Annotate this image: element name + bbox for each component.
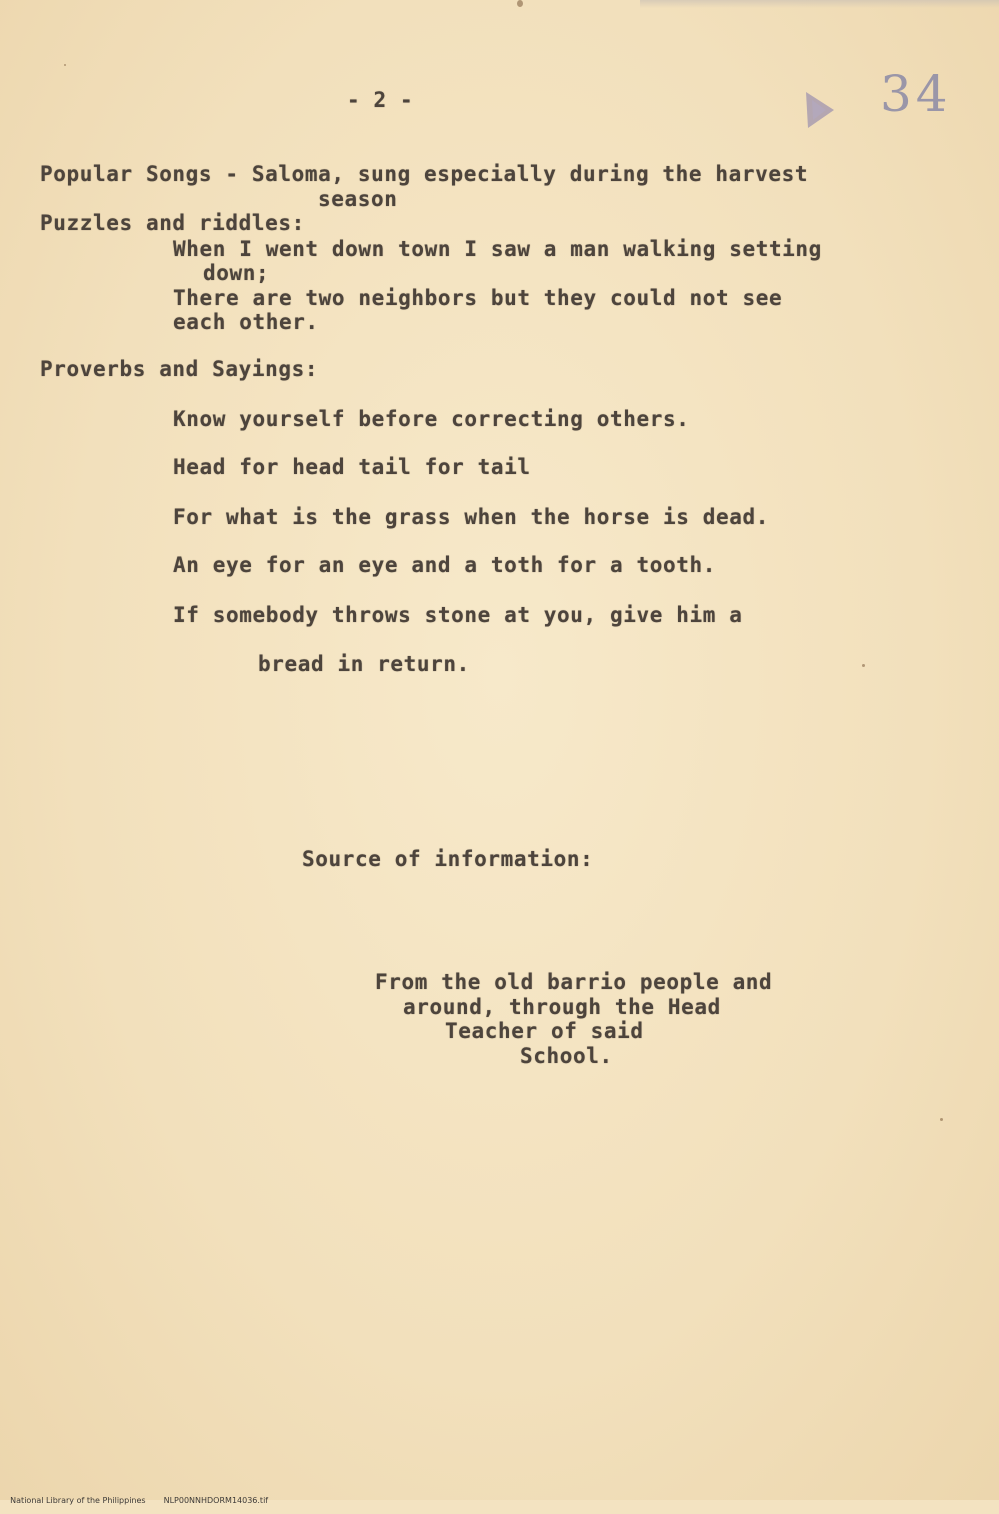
- scan-footer: [0, 1487, 286, 1514]
- ink-speck: [862, 664, 865, 667]
- source-line: Teacher of said: [445, 1019, 644, 1043]
- proverb-item: An eye for an eye and a toth for a tooth.: [173, 553, 716, 577]
- riddle-2-line-1: There are two neighbors but they could not see: [173, 286, 783, 310]
- proverb-continuation: bread in return.: [258, 652, 470, 676]
- ink-speck: [517, 0, 523, 7]
- source-line: around, through the Head: [403, 995, 721, 1019]
- proverbs-heading: Proverbs and Sayings:: [40, 357, 319, 381]
- riddle-2-line-2: each other.: [173, 310, 319, 334]
- top-edge-smudge: [640, 0, 999, 8]
- proverb-item: If somebody throws stone at you, give him a: [173, 603, 743, 627]
- riddle-1-line-2: down;: [203, 261, 270, 285]
- stamp-mark: [800, 88, 840, 132]
- riddle-1-line-1: When I went down town I saw a man walking setting: [173, 237, 822, 261]
- source-line: School.: [520, 1044, 613, 1068]
- puzzles-heading: Puzzles and riddles:: [40, 211, 305, 235]
- source-heading: Source of information:: [302, 847, 594, 871]
- popular-songs-continuation: season: [318, 187, 398, 211]
- proverb-item: Know yourself before correcting others.: [173, 407, 690, 431]
- footer-library: National Library of the Philippines: [10, 1496, 146, 1505]
- page-number: - 2 -: [347, 88, 414, 112]
- proverb-item: For what is the grass when the horse is dead.: [173, 505, 769, 529]
- archive-page-number: 34: [880, 65, 952, 123]
- ink-speck: [940, 1118, 943, 1121]
- footer-filename: NLP00NNHDORM14036.tif: [163, 1496, 269, 1505]
- proverb-item: Head for head tail for tail: [173, 455, 531, 479]
- source-line: From the old barrio people and: [375, 970, 773, 994]
- ink-speck: [64, 64, 66, 66]
- popular-songs-line: Popular Songs - Saloma, sung especially during the harvest: [40, 162, 809, 186]
